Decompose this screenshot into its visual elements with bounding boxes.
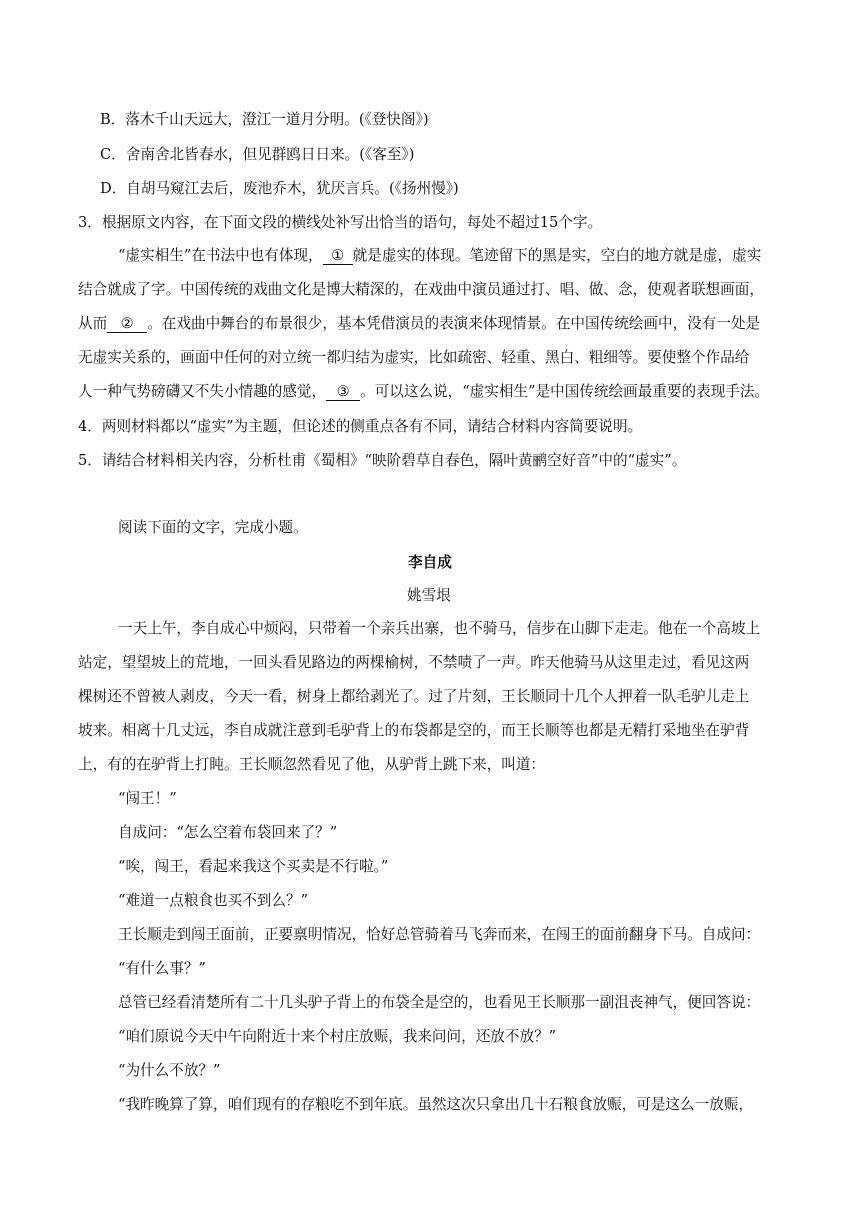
dialogue-line: 总管已经看清楚所有二十几头驴子背上的布袋全是空的，也看见王长顺那一副沮丧神气，便回答说： xyxy=(118,994,761,1011)
dialogue-line: “难道一点粮食也买不到么？” xyxy=(118,892,309,909)
option-b: B．落木千山天远大，澄江一道月分明。(《登快阁》) xyxy=(100,111,429,128)
q3-text: 就是虚实的体现。笔迹留下的黑是实，空白的地方就是虚，虚实 xyxy=(352,247,762,264)
option-c: C．舍南舍北皆春水，但见群鸥日日来。(《客至》) xyxy=(100,146,415,163)
q3-text: 从而 xyxy=(78,315,108,332)
story-paragraph-line: 棵树还不曾被人剥皮，今天一看，树身上都给剥光了。过了片刻，王长顺同十几个人押着一队毛驴儿走上 xyxy=(78,688,750,705)
reading-instruction: 阅读下面的文字，完成小题。 xyxy=(118,519,308,536)
q3-text: 。可以这么说，“虚实相生”是中国传统绘画最重要的表现手法。 xyxy=(360,383,770,400)
dialogue-line: “唉，闯王，看起来我这个买卖是不行啦。” xyxy=(118,858,389,875)
dialogue-line: “我昨晚算了算，咱们现有的存粮吃不到年底。虽然这次只拿出几十石粮食放赈，可是这么一放赈， xyxy=(118,1096,753,1113)
q3-text: “虚实相生”在书法中也有体现， xyxy=(118,247,323,264)
q3-passage-line-2: 结合就成了字。中国传统的戏曲文化是博大精深的，在戏曲中演员通过打、唱、做、念，使观者联想画面， xyxy=(78,281,764,298)
q3-passage-line-5 xyxy=(78,382,769,402)
story-paragraph-line: 上，有的在驴背上打盹。王长顺忽然看见了他，从驴背上跳下来，叫道： xyxy=(78,756,546,773)
q3-text: 人一种气势磅礴又不失小情趣的感觉， xyxy=(78,383,327,400)
question-4: 4．两则材料都以“虚实”为主题，但论述的侧重点各有不同，请结合材料内容简要说明。 xyxy=(78,418,643,435)
story-paragraph-line: 站定，望望坡上的荒地，一回头看见路边的两棵榆树，不禁啧了一声。昨天他骑马从这里走过，看见这两 xyxy=(78,654,750,671)
question-5: 5．请结合材料相关内容，分析杜甫《蜀相》“映阶碧草自春色，隔叶黄鹂空好音”中的“虚实”。 xyxy=(78,452,687,469)
dialogue-line: “有什么事？” xyxy=(118,960,206,977)
blank-3: ③ xyxy=(326,383,360,401)
q3-passage-line-1 xyxy=(118,246,761,266)
q3-text: 。在戏曲中舞台的布景很少，基本凭借演员的表演来体现情景。在中国传统绘画中，没有一处是 xyxy=(147,315,761,332)
dialogue-line: “为什么不放？” xyxy=(118,1062,221,1079)
dialogue-line: “闯王！” xyxy=(118,790,177,807)
story-paragraph-line: 一天上午，李自成心中烦闷，只带着一个亲兵出寨，也不骑马，信步在山脚下走走。他在一个高坡上 xyxy=(118,620,761,637)
story-author: 姚雪垠 xyxy=(407,587,451,604)
option-d: D．自胡马窥江去后，废池乔木，犹厌言兵。(《扬州慢》) xyxy=(100,180,459,197)
question-3-prompt: 3．根据原文内容，在下面文段的横线处补写出恰当的语句，每处不超过15个字。 xyxy=(78,214,603,231)
blank-1: ① xyxy=(323,247,353,265)
story-paragraph-line: 坡来。相离十几丈远，李自成就注意到毛驴背上的布袋都是空的，而王长顺等也都是无精打采地坐在驴背 xyxy=(78,722,750,739)
story-title: 李自成 xyxy=(408,554,452,571)
q3-passage-line-4: 无虚实关系的，画面中任何的对立统一都归结为虚实，比如疏密、轻重、黑白、粗细等。要使整个作品给 xyxy=(78,349,750,366)
dialogue-line: 自成问：“怎么空着布袋回来了？” xyxy=(118,824,338,841)
dialogue-line: “咱们原说今天中午向附近十来个村庄放赈，我来问问，还放不放？” xyxy=(118,1028,557,1045)
dialogue-line: 王长顺走到闯王面前，正要禀明情况，恰好总管骑着马飞奔而来，在闯王的面前翻身下马。自成问： xyxy=(118,926,761,943)
q3-passage-line-3 xyxy=(78,314,760,334)
blank-2: ② xyxy=(107,315,147,333)
